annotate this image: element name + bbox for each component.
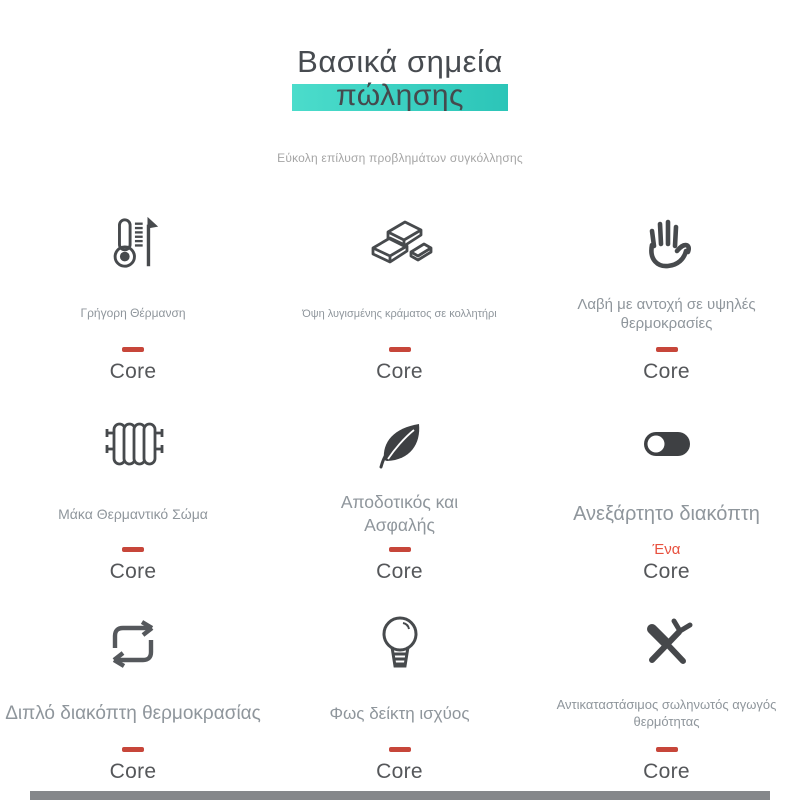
light-bulb-icon [376, 600, 424, 688]
feature-tag: Core [643, 560, 690, 583]
red-dash-row [122, 540, 144, 558]
features-grid [0, 200, 800, 800]
feature-card [0, 600, 266, 800]
leaf-icon [374, 400, 426, 488]
toggle-switch-icon [643, 400, 691, 488]
feature-card [0, 200, 266, 400]
feature-tag: Core [376, 560, 423, 583]
crossed-tools-icon [639, 600, 695, 688]
feature-label: Ανεξάρτητο διακόπτη [573, 503, 760, 525]
red-dash [389, 347, 411, 352]
feature-sublabel-row [653, 540, 681, 558]
feature-tag: Core [109, 360, 157, 383]
feature-card [0, 400, 266, 600]
red-dash-row [389, 540, 411, 558]
thermometer-rising-icon [104, 200, 162, 288]
swap-arrows-icon [105, 600, 161, 688]
hand-icon [639, 200, 695, 288]
red-dash-row [656, 340, 678, 358]
red-dash [122, 747, 144, 752]
feature-card [266, 400, 533, 600]
red-dash-row [656, 740, 678, 758]
solder-ingots-icon [367, 200, 433, 288]
feature-label: Λαβή με αντοχή σε υψηλές θερμοκρασίες [577, 295, 756, 332]
feature-tag: Core [643, 760, 690, 783]
red-dash-row [389, 340, 411, 358]
radiator-icon [101, 400, 165, 488]
page-subtitle: Εύκολη επίλυση προβλημάτων συγκόλλησης [277, 151, 523, 165]
page-title: Βασικά σημεία [297, 44, 503, 79]
page-header [0, 0, 800, 165]
feature-tag: Core [376, 760, 423, 783]
feature-label: Αποδοτικός και Ασφαλής [340, 492, 459, 535]
feature-label: Μάκα Θερμαντικό Σώμα [58, 505, 208, 522]
feature-label: Όψη λυγισμένης κράματος σε κολλητήρι [302, 307, 497, 320]
red-dash [656, 347, 678, 352]
red-dash [122, 547, 144, 552]
feature-card [533, 200, 800, 400]
feature-label: Αντικαταστάσιμος σωληνωτός αγωγός θερμότητας [556, 697, 777, 729]
feature-card [533, 400, 800, 600]
feature-tag: Core [643, 360, 690, 383]
feature-card [533, 600, 800, 800]
red-dash-row [389, 740, 411, 758]
feature-tag: Core [109, 760, 157, 783]
feature-label: Γρήγορη Θέρμανση [80, 306, 186, 321]
next-section-divider [30, 791, 770, 800]
feature-tag: Core [376, 360, 423, 383]
feature-sublabel: Ένα [652, 540, 681, 558]
red-dash-row [122, 340, 144, 358]
highlighted-title-word: πώλησης [292, 84, 508, 111]
feature-card [266, 200, 533, 400]
red-dash-row [122, 740, 144, 758]
page-title-highlight-row [0, 79, 800, 114]
red-dash [389, 547, 411, 552]
feature-label: Διπλό διακόπτη θερμοκρασίας [5, 702, 261, 724]
feature-label: Φως δείκτη ισχύος [329, 703, 470, 723]
feature-card [266, 600, 533, 800]
red-dash [389, 747, 411, 752]
red-dash [122, 347, 144, 352]
red-dash [656, 747, 678, 752]
feature-tag: Core [109, 560, 157, 583]
